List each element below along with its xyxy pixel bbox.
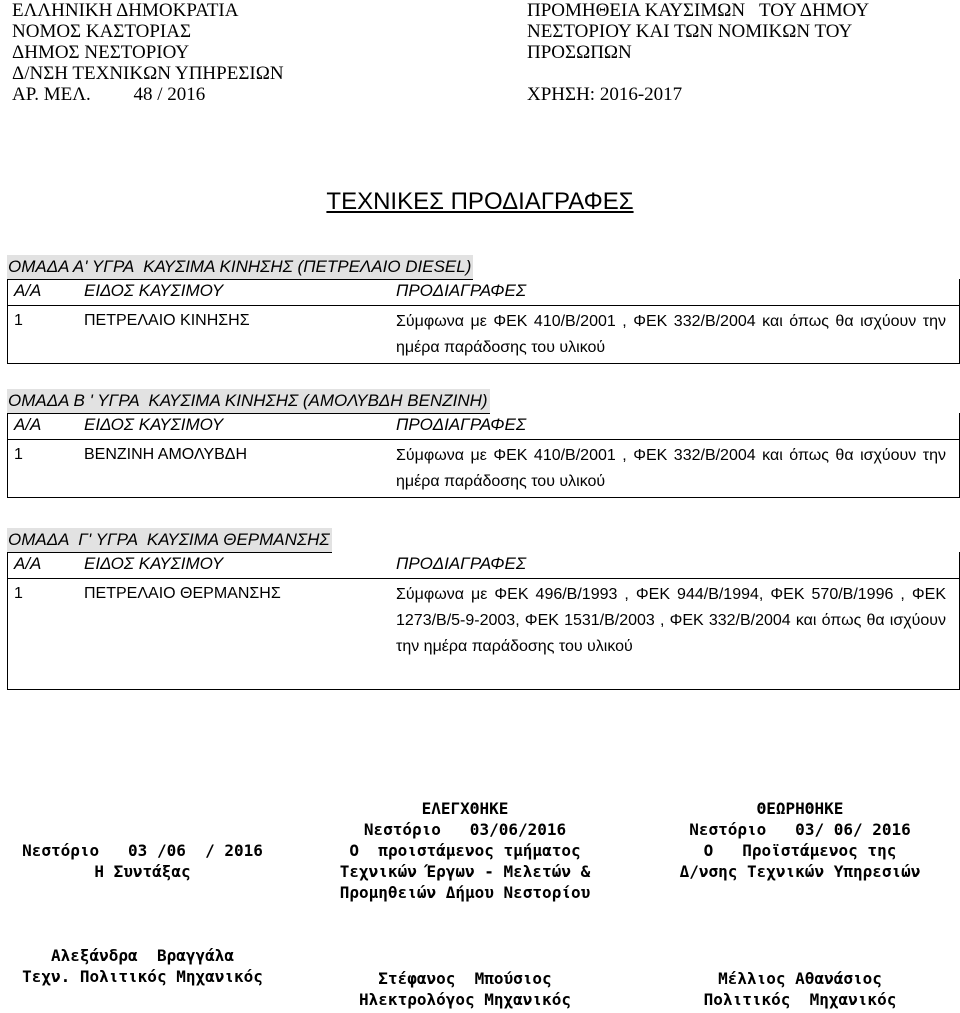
municipality: ΔΗΜΟΣ ΝΕΣΤΟΡΙΟΥ bbox=[12, 42, 190, 63]
approved-name: Μέλλιος Αθανάσιος bbox=[718, 969, 882, 988]
header-right bbox=[527, 0, 869, 105]
col-aa: Α/Α bbox=[14, 554, 42, 573]
row-aa: 1 bbox=[14, 446, 23, 463]
author-role: Η Συντάξας bbox=[94, 862, 191, 881]
spec-table bbox=[7, 413, 960, 498]
table-row bbox=[8, 579, 959, 689]
checked-name: Στέφανος Μπούσιος bbox=[378, 969, 552, 988]
group-title: ΟΜΑΔΑ Γ' ΥΓΡΑ ΚΑΥΣΙΜΑ ΘΕΡΜΑΝΣΗΣ bbox=[7, 528, 332, 553]
approved-date: Νεστόριο 03/ 06/ 2016 bbox=[689, 820, 911, 839]
signature-checked bbox=[300, 798, 630, 903]
project-title-3: ΠΡΟΣΩΠΩΝ bbox=[527, 42, 632, 63]
author-date: Νεστόριο 03 /06 / 2016 bbox=[22, 841, 263, 860]
signature-approved bbox=[640, 798, 960, 882]
spec-table bbox=[7, 279, 960, 364]
spec-table bbox=[7, 552, 960, 690]
study-number: ΑΡ. ΜΕΛ. 48 / 2016 bbox=[12, 84, 206, 105]
checked-date: Νεστόριο 03/06/2016 bbox=[363, 820, 567, 839]
table-header-row bbox=[8, 552, 959, 579]
row-kind: ΒΕΝΖΙΝΗ ΑΜΟΛΥΒΔΗ bbox=[84, 446, 248, 463]
col-kind: ΕΙΔΟΣ ΚΑΥΣΙΜΟΥ bbox=[84, 415, 224, 434]
checked-role-2: Τεχνικών Έργων - Μελετών & bbox=[339, 862, 591, 881]
approved-heading: ΘΕΩΡΗΘΗΚΕ bbox=[756, 799, 844, 818]
table-row bbox=[8, 306, 959, 363]
approved-role-2: Δ/νσης Τεχνικών Υπηρεσιών bbox=[679, 862, 921, 881]
page-title: ΤΕΧΝΙΚΕΣ ΠΡΟΔΙΑΓΡΑΦΕΣ bbox=[326, 188, 634, 215]
author-title: Τεχν. Πολιτικός Μηχανικός bbox=[22, 967, 263, 986]
col-spec: ΠΡΟΔΙΑΓΡΑΦΕΣ bbox=[396, 554, 527, 573]
group-title: ΟΜΑΔΑ Α' ΥΓΡΑ ΚΑΥΣΙΜΑ ΚΙΝΗΣΗΣ (ΠΕΤΡΕΛΑΙΟ DIESEL) bbox=[7, 255, 473, 280]
col-spec: ΠΡΟΔΙΑΓΡΑΦΕΣ bbox=[396, 281, 527, 300]
signature-author-name bbox=[0, 945, 285, 987]
table-header-row bbox=[8, 413, 959, 440]
row-aa: 1 bbox=[14, 585, 23, 602]
approved-title: Πολιτικός Μηχανικός bbox=[703, 990, 897, 1009]
col-aa: Α/Α bbox=[14, 281, 42, 300]
table-header-row bbox=[8, 279, 959, 306]
row-aa: 1 bbox=[14, 312, 23, 329]
checked-heading: ΕΛΕΓΧΘΗΚΕ bbox=[421, 799, 509, 818]
author-name: Αλεξάνδρα Βραγγάλα bbox=[50, 946, 235, 965]
col-aa: Α/Α bbox=[14, 415, 42, 434]
row-spec: Σύμφωνα με ΦΕΚ 410/Β/2001 , ΦΕΚ 332/Β/2004 και όπως θα ισχύουν την ημέρα παράδοσης του υλικού bbox=[396, 313, 946, 356]
country: ΕΛΛΗΝΙΚΗ ΔΗΜΟΚΡΑΤΙΑ bbox=[12, 0, 239, 21]
approved-role-1: Ο Προϊστάμενος της bbox=[703, 841, 897, 860]
checked-role-3: Προμηθειών Δήμου Νεστορίου bbox=[339, 883, 591, 902]
signature-approved-name bbox=[640, 968, 960, 1010]
signature-checked-name bbox=[300, 968, 630, 1010]
row-kind: ΠΕΤΡΕΛΑΙΟ ΘΕΡΜΑΝΣΗΣ bbox=[84, 585, 281, 602]
col-spec: ΠΡΟΔΙΑΓΡΑΦΕΣ bbox=[396, 415, 527, 434]
col-kind: ΕΙΔΟΣ ΚΑΥΣΙΜΟΥ bbox=[84, 554, 224, 573]
checked-title: Ηλεκτρολόγος Μηχανικός bbox=[359, 990, 571, 1009]
group-title: ΟΜΑΔΑ Β ' ΥΓΡΑ ΚΑΥΣΙΜΑ ΚΙΝΗΣΗΣ (ΑΜΟΛΥΒΔΗ ΒΕΝΖΙΝΗ) bbox=[7, 389, 490, 414]
directorate: Δ/ΝΣΗ ΤΕΧΝΙΚΩΝ ΥΠΗΡΕΣΙΩΝ bbox=[12, 63, 284, 84]
fiscal-year: ΧΡΗΣΗ: 2016-2017 bbox=[527, 84, 683, 105]
table-row bbox=[8, 440, 959, 497]
row-spec: Σύμφωνα με ΦΕΚ 410/Β/2001 , ΦΕΚ 332/Β/2004 και όπως θα ισχύουν την ημέρα παράδοσης του υλικού bbox=[396, 447, 946, 490]
prefecture: ΝΟΜΟΣ ΚΑΣΤΟΡΙΑΣ bbox=[12, 21, 192, 42]
checked-role-1: Ο προιστάμενος τμήματος bbox=[349, 841, 581, 860]
project-title-1: ΠΡΟΜΗΘΕΙΑ ΚΑΥΣΙΜΩΝ ΤΟΥ ΔΗΜΟΥ bbox=[527, 0, 870, 21]
col-kind: ΕΙΔΟΣ ΚΑΥΣΙΜΟΥ bbox=[84, 281, 224, 300]
row-kind: ΠΕΤΡΕΛΑΙΟ ΚΙΝΗΣΗΣ bbox=[84, 312, 250, 329]
header-left bbox=[12, 0, 284, 105]
signature-author bbox=[0, 840, 285, 882]
project-title-2: ΝΕΣΤΟΡΙΟΥ ΚΑΙ ΤΩΝ ΝΟΜΙΚΩΝ ΤΟΥ bbox=[527, 21, 853, 42]
row-spec: Σύμφωνα με ΦΕΚ 496/Β/1993 , ΦΕΚ 944/Β/1994, ΦΕΚ 570/Β/1996 , ΦΕΚ 1273/Β/5-9-2003, ΦΕΚ 1531/Β/2003 , ΦΕΚ 332/Β/2004 και όπως θα ισχύουν την ημέρα παράδοσης του υλικού bbox=[396, 586, 946, 655]
